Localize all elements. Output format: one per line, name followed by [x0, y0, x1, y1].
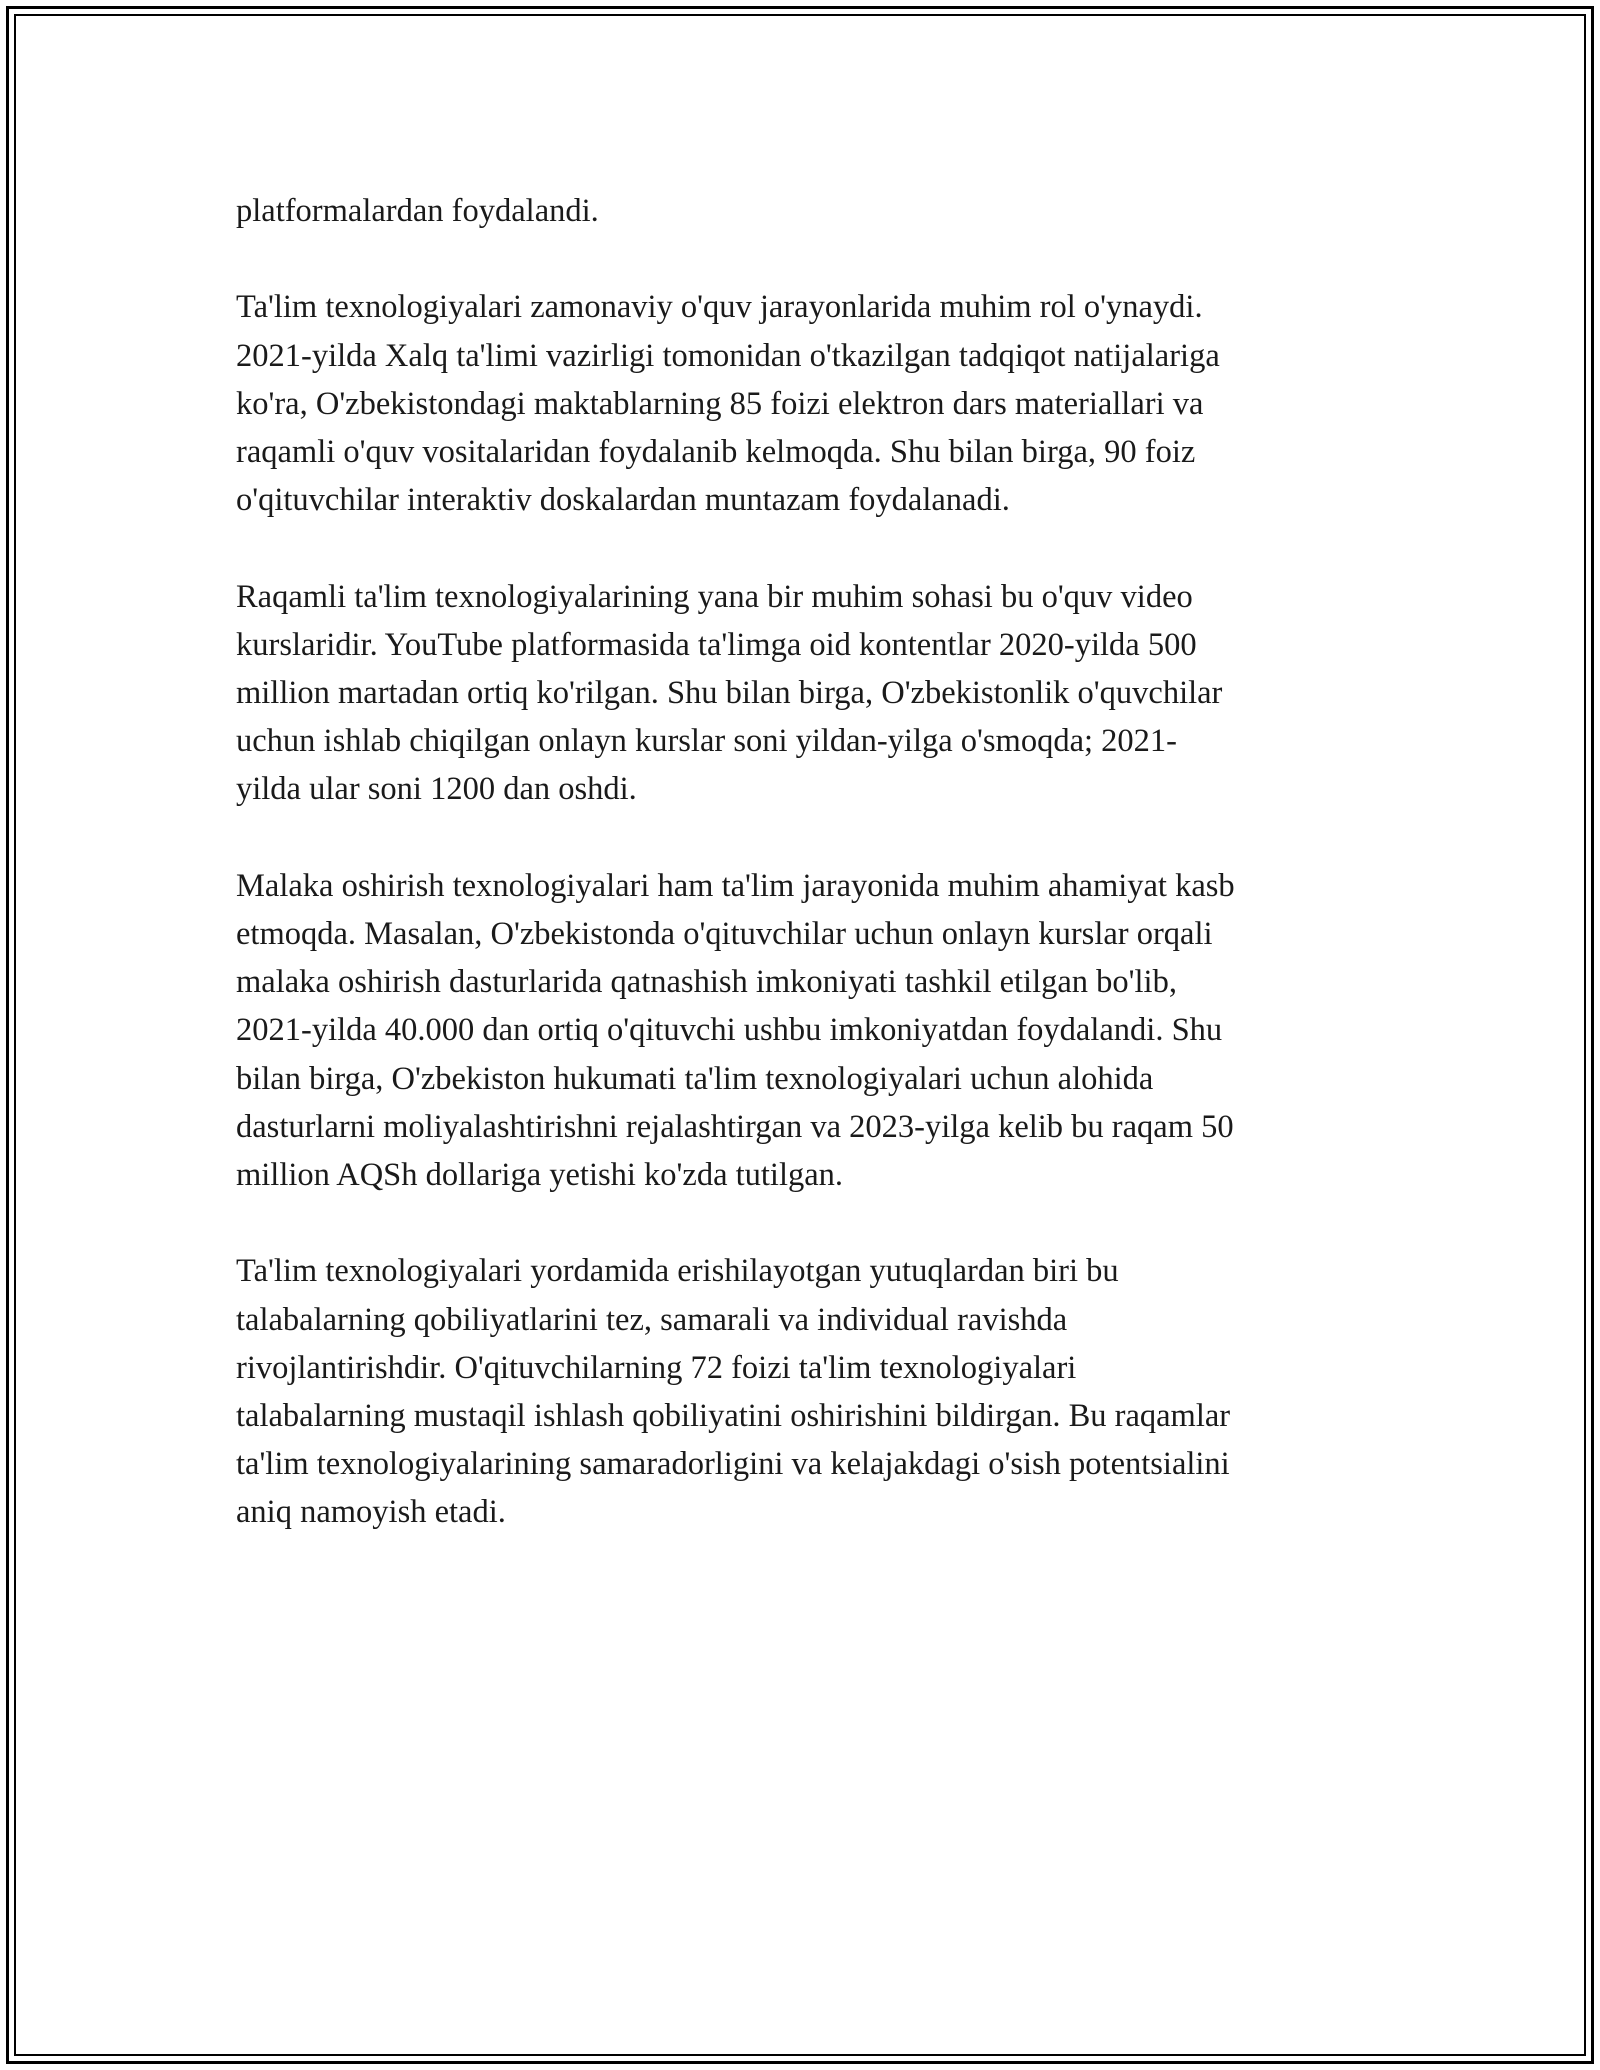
document-body: [236, 187, 1386, 1585]
text-line: uchun ishlab chiqilgan onlayn kurslar soni yildan-yilga o'smoqda; 2021-: [236, 723, 1177, 760]
text-line: Raqamli ta'lim texnologiyalarining yana bir muhim sohasi bu o'quv video: [236, 578, 1193, 615]
text-line: talabalarning mustaqil ishlash qobiliyatini oshirishini bildirgan. Bu raqamlar: [236, 1398, 1231, 1435]
paragraph: [236, 573, 1386, 814]
paragraph: [236, 283, 1386, 524]
text-line: bilan birga, O'zbekiston hukumati ta'lim texnologiyalari uchun alohida: [236, 1060, 1154, 1097]
text-line: etmoqda. Masalan, O'zbekistonda o'qituvchilar uchun onlayn kurslar orqali: [236, 916, 1213, 952]
text-line: 2021-yilda Xalq ta'limi vazirligi tomonidan o'tkazilgan tadqiqot natijalariga: [236, 337, 1220, 374]
text-line: ta'lim texnologiyalarining samaradorligini va kelajakdagi o'sish potentsialini: [236, 1446, 1230, 1483]
text-line: malaka oshirish dasturlarida qatnashish imkoniyati tashkil etilgan bo'lib,: [236, 964, 1177, 1001]
text-line: rivojlantirishdir. O'qituvchilarning 72 foizi ta'lim texnologiyalari: [236, 1349, 1077, 1386]
text-line: 2021-yilda 40.000 dan ortiq o'qituvchi ushbu imkoniyatdan foydalandi. Shu: [236, 1012, 1223, 1049]
text-line: platformalardan foydalandi.: [236, 193, 599, 229]
text-line: talabalarning qobiliyatlarini tez, samarali va individual ravishda: [236, 1301, 1068, 1338]
text-line: million martadan ortiq ko'rilgan. Shu bilan birga, O'zbekistonlik o'quvchilar: [236, 675, 1223, 711]
text-line: Ta'lim texnologiyalari zamonaviy o'quv jarayonlarida muhim rol o'ynaydi.: [236, 289, 1203, 326]
text-line: yilda ular soni 1200 dan oshdi.: [236, 771, 637, 808]
text-line: o'qituvchilar interaktiv doskalardan muntazam foydalanadi.: [236, 482, 1010, 519]
text-line: dasturlarni moliyalashtirishni rejalashtirgan va 2023-yilga kelib bu raqam 50: [236, 1108, 1234, 1145]
text-line: Malaka oshirish texnologiyalari ham ta'lim jarayonida muhim ahamiyat kasb: [236, 867, 1235, 904]
paragraph: [236, 862, 1386, 1199]
paragraph: [236, 1247, 1386, 1536]
text-line: ko'ra, O'zbekistondagi maktablarning 85 foizi elektron dars materiallari va: [236, 385, 1204, 422]
paragraph: [236, 187, 1386, 235]
text-line: raqamli o'quv vositalaridan foydalanib kelmoqda. Shu bilan birga, 90 foiz: [236, 434, 1196, 470]
text-line: kurslaridir. YouTube platformasida ta'limga oid kontentlar 2020-yilda 500: [236, 626, 1197, 663]
text-line: million AQSh dollariga yetishi ko'zda tutilgan.: [236, 1157, 844, 1194]
text-line: Ta'lim texnologiyalari yordamida erishilayotgan yutuqlardan biri bu: [236, 1253, 1119, 1290]
text-line: aniq namoyish etadi.: [236, 1494, 506, 1531]
